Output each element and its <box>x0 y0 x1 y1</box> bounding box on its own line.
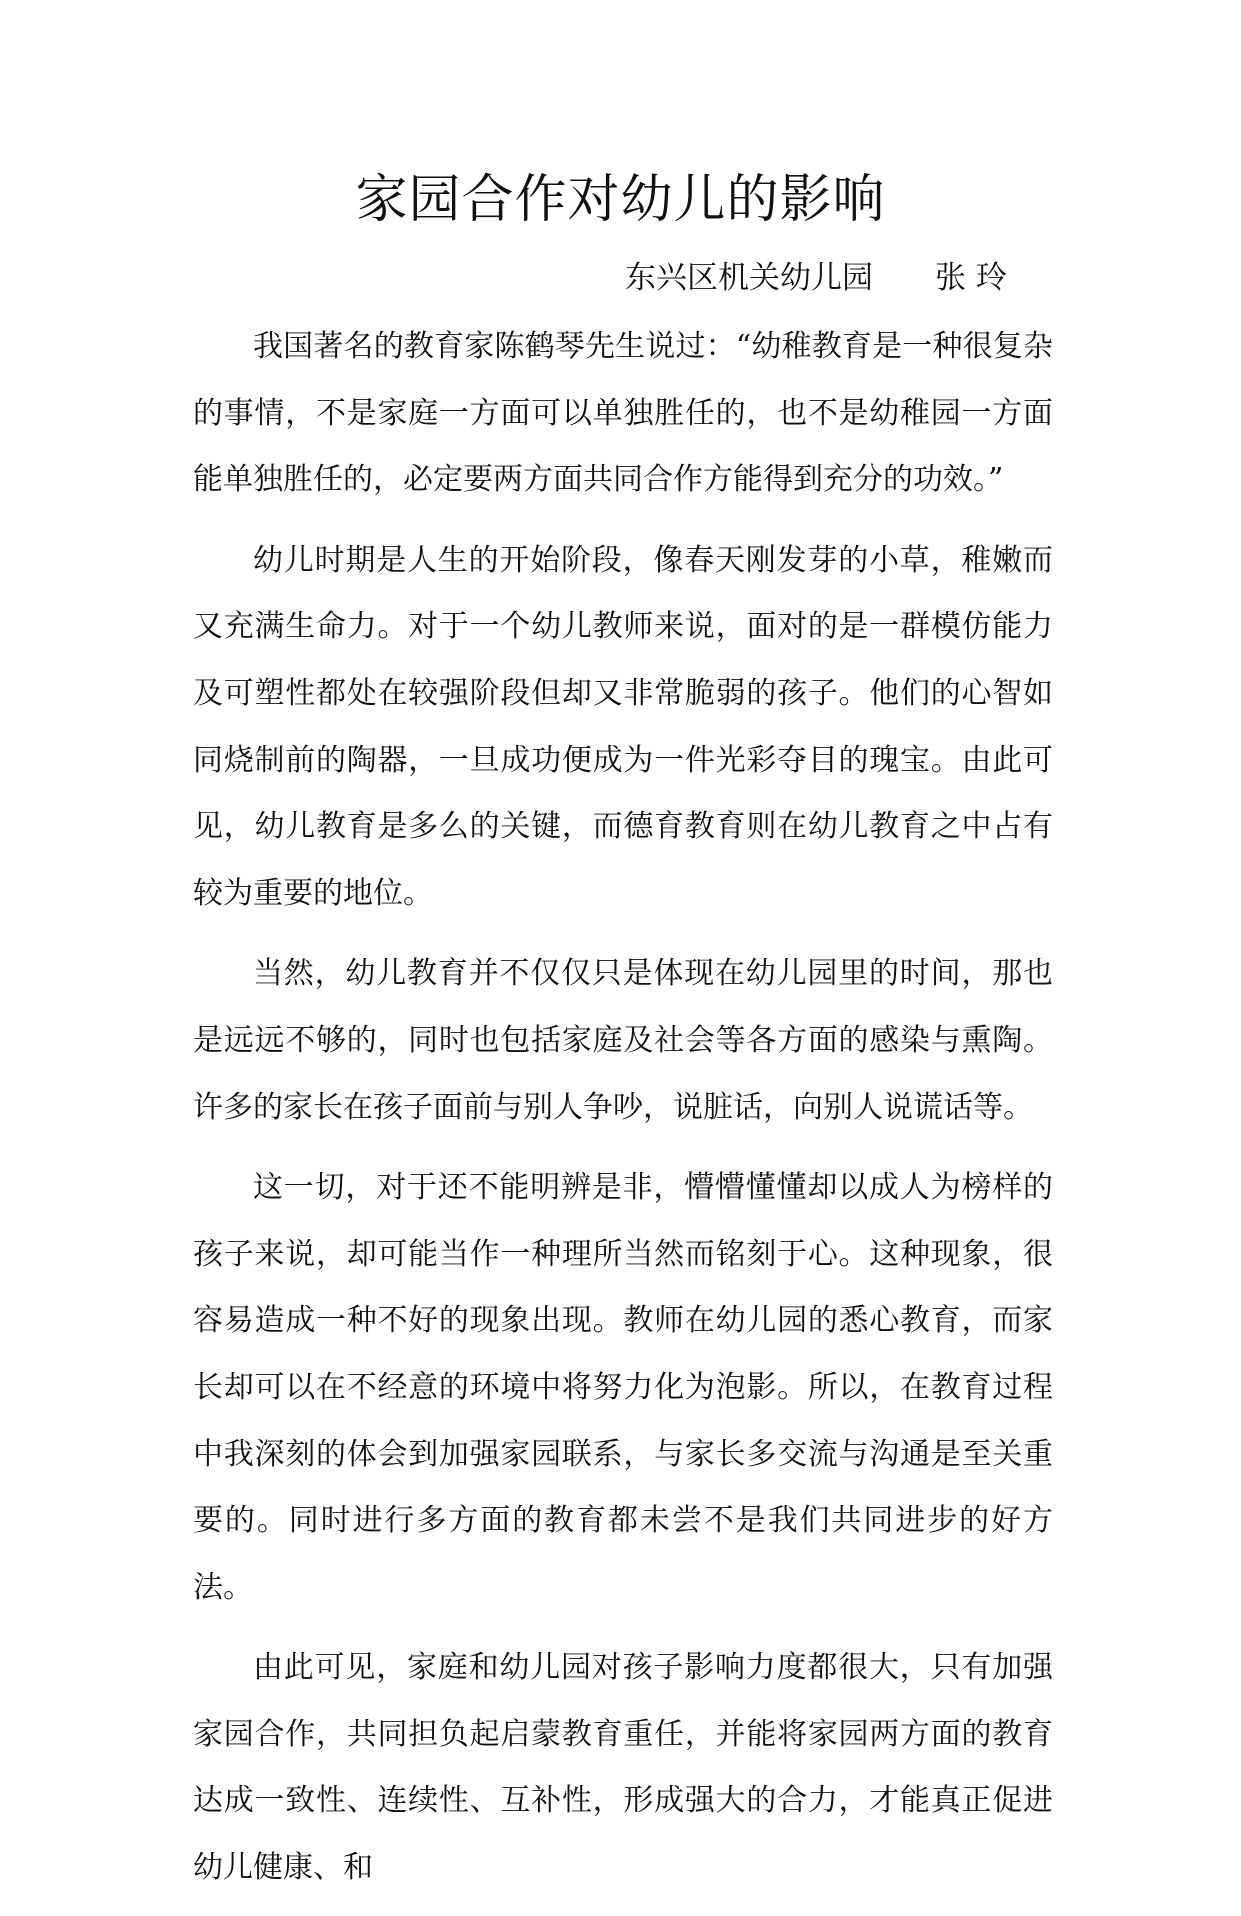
paragraph: 当然，幼儿教育并不仅仅只是体现在幼儿园里的时间，那也是远远不够的，同时也包括家庭及社会等各方面的感染与熏陶。许多的家长在孩子面前与别人争吵，说脏话，向别人说谎话等。 <box>193 956 1053 1125</box>
paragraph: 幼儿时期是人生的开始阶段，像春天刚发芽的小草，稚嫩而又充满生命力。对于一个幼儿教师来说，面对的是一群模仿能力及可塑性都处在较强阶段但却又非常脆弱的孩子。他们的心智如同烧制前的陶器，一旦成功便成为一件光彩夺目的瑰宝。由此可见，幼儿教育是多么的关键，而德育教育则在幼儿教育之中占有较为重要的地位。 <box>193 542 1053 911</box>
document-body <box>193 314 1053 1916</box>
author-line: 东兴区机关幼儿园 张 玲 <box>625 260 1007 296</box>
paragraph: 我国著名的教育家陈鹤琴先生说过：“幼稚教育是一种很复杂的事情，不是家庭一方面可以单独胜任的，也不是幼稚园一方面能单独胜任的，必定要两方面共同合作方能得到充分的功效。” <box>193 329 1053 498</box>
paragraph: 这一切，对于还不能明辨是非，懵懵懂懂却以成人为榜样的孩子来说，却可能当作一种理所当然而铭刻于心。这种现象，很容易造成一种不好的现象出现。教师在幼儿园的悉心教育，而家长却可以在不经意的环境中将努力化为泡影。所以，在教育过程中我深刻的体会到加强家园联系，与家长多交流与沟通是至关重要的。同时进行多方面的教育都未尝不是我们共同进步的好方法。 <box>193 1170 1053 1605</box>
paragraph: 由此可见，家庭和幼儿园对孩子影响力度都很大，只有加强家园合作，共同担负起启蒙教育重任，并能将家园两方面的教育达成一致性、连续性、互补性，形成强大的合力，才能真正促进幼儿健康、和 <box>193 1650 1053 1886</box>
document-title: 家园合作对幼儿的影响 <box>355 170 886 230</box>
